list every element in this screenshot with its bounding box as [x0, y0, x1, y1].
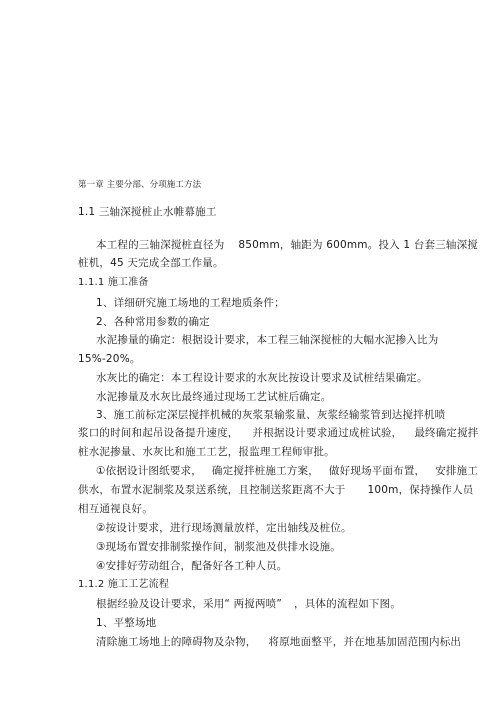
subsection-title-1-1-2: 1.1.2 施工工艺流程	[78, 579, 170, 590]
intro-text-b: 850mm，轴距为 600mm。投入 1 台套三轴深搅	[238, 239, 478, 251]
section-title: 1.1 三轴深搅桩止水帷幕施工	[78, 206, 217, 218]
final-confirm: 水泥掺量及水灰比最终通过现场工艺试桩后确定。	[96, 391, 332, 403]
flow-text-a: 根据经验及设计要求，采用“ 两搅两喷”	[96, 598, 283, 610]
process-item-1: 1、平整场地	[96, 617, 157, 629]
item3-text-c: 最终确定搅拌	[414, 427, 479, 439]
step1-text-c: 做好现场平面布置，	[328, 465, 426, 477]
step-4: ④安排好劳动组合，配备好各工种人员。	[96, 560, 288, 572]
process-flow-line	[96, 597, 401, 611]
step-3: ③现场布置安排制浆操作间，制浆池及供排水设施。	[96, 541, 342, 553]
flow-text-b: ，具体的流程如下图。	[294, 598, 402, 610]
prep-item-1: 1、详细研究施工场地的工程地质条件；	[96, 297, 285, 309]
prep-item-2: 2、各种常用参数的确定	[96, 316, 210, 328]
step1-text-d: 安排施工	[435, 465, 479, 477]
step1-text-a: ①依据设计图纸要求，	[96, 465, 202, 477]
item3-text-b: 并根据设计要求通过成桩试验，	[252, 427, 403, 439]
prep-item-3-line-2	[78, 426, 479, 440]
cement-ratio-line-2: 15%-20%。	[78, 353, 141, 365]
prep-item-3-line-3: 桩水泥掺量、水灰比和施工工艺，报监理工程师审批。	[78, 446, 335, 458]
step1-text-b: 确定搅拌桩施工方案，	[211, 465, 319, 477]
subsection-title-1-1-1: 1.1.1 施工准备	[78, 277, 149, 288]
clear-text-a: 清除施工场地上的障碍物及杂物，	[96, 636, 257, 648]
item3-text-a: 浆口的时间和起吊设备提升速度，	[78, 427, 239, 439]
step-2: ②按设计要求，进行现场测量放样，定出轴线及桩位。	[96, 522, 352, 534]
step1-text-e: 供水，布置水泥制浆及泵送系统，且控制送浆距离不大于	[78, 484, 346, 496]
clear-site-line	[96, 635, 461, 649]
water-cement-ratio: 水灰比的确定：本工程设计要求的水灰比按设计要求及试桩结果确定。	[96, 372, 428, 384]
prep-item-3-line-1: 3、施工前标定深层搅拌机械的灰浆泵输浆量、灰浆经输浆管到达搅拌机喷	[96, 409, 446, 421]
intro-line-1	[96, 238, 478, 252]
step-1-line-2	[78, 483, 473, 497]
intro-text-a: 本工程的三轴深搅桩直径为	[96, 239, 225, 251]
step-1-line-3: 相互通视良好。	[78, 503, 153, 515]
clear-text-b: 将原地面整平，并在地基加固范围内标出	[268, 636, 462, 648]
step-1-line-1	[96, 464, 478, 478]
chapter-title: 第一章 主要分部、分项施工方法	[78, 180, 202, 190]
cement-ratio-line-1: 水泥掺量的确定：根据设计要求，本工程三轴深搅桩的大幅水泥掺入比为	[96, 334, 439, 346]
step1-text-f: 100m，保持操作人员	[367, 484, 474, 496]
intro-line-2: 桩机，45 天完成全部工作量。	[78, 257, 224, 269]
